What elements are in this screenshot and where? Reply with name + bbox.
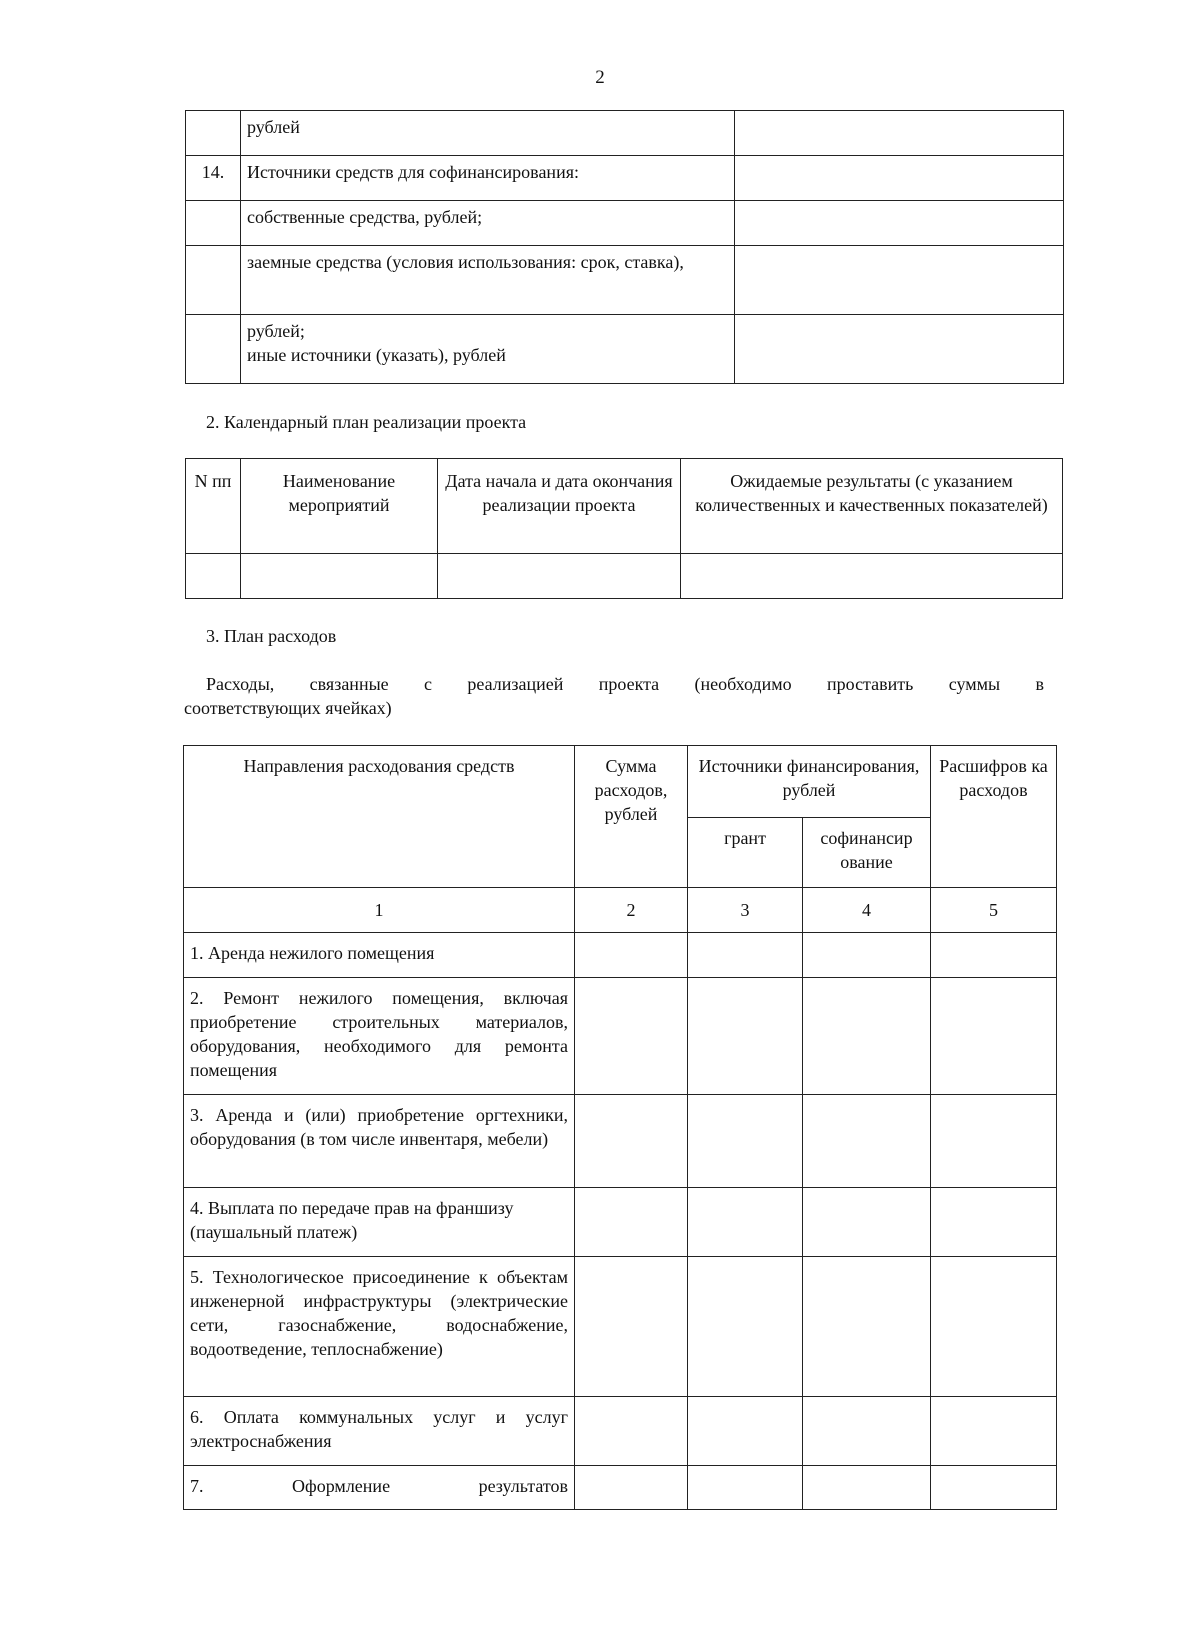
value-cell[interactable]	[803, 1257, 931, 1397]
empty-cell[interactable]	[241, 554, 438, 599]
value-cell[interactable]	[688, 1095, 803, 1188]
table-row	[186, 315, 1064, 384]
cofinancing-table	[185, 110, 1064, 384]
value-cell[interactable]	[803, 933, 931, 978]
row-number	[186, 111, 241, 156]
page-number: 2	[595, 67, 605, 88]
value-cell[interactable]	[931, 1095, 1057, 1188]
empty-cell[interactable]	[681, 554, 1063, 599]
value-cell[interactable]	[931, 1257, 1057, 1397]
column-header: грант	[688, 818, 803, 888]
value-cell[interactable]	[575, 1397, 688, 1466]
value-cell[interactable]	[735, 111, 1064, 156]
column-number-row	[184, 888, 1057, 933]
expense-label: 4. Выплата по передаче прав на франшизу (паушальный платеж)	[184, 1188, 575, 1257]
value-cell[interactable]	[735, 315, 1064, 384]
column-header: Источники финансирования, рублей	[688, 746, 931, 818]
calendar-plan-table	[185, 458, 1063, 599]
empty-cell[interactable]	[186, 554, 241, 599]
value-cell[interactable]	[931, 1188, 1057, 1257]
expenses-description	[184, 672, 1044, 720]
column-header: софинансир ование	[803, 818, 931, 888]
table-row	[184, 1397, 1057, 1466]
value-cell[interactable]	[575, 978, 688, 1095]
value-cell[interactable]	[931, 933, 1057, 978]
value-cell[interactable]	[688, 1466, 803, 1510]
column-number: 3	[688, 888, 803, 933]
expense-label: 1. Аренда нежилого помещения	[184, 933, 575, 978]
value-cell[interactable]	[575, 1466, 688, 1510]
table-row	[186, 201, 1064, 246]
value-cell[interactable]	[688, 933, 803, 978]
value-cell[interactable]	[688, 978, 803, 1095]
value-cell[interactable]	[735, 246, 1064, 315]
value-cell[interactable]	[575, 1188, 688, 1257]
expense-label: 3. Аренда и (или) приобретение оргтехники, оборудования (в том числе инвентаря, мебели)	[184, 1095, 575, 1188]
column-header: N пп	[186, 459, 241, 554]
table-row	[184, 933, 1057, 978]
column-number: 5	[931, 888, 1057, 933]
table-row	[186, 156, 1064, 201]
column-header: Сумма расходов, рублей	[575, 746, 688, 888]
expense-label: 6. Оплата коммунальных услуг и услуг электроснабжения	[184, 1397, 575, 1466]
value-cell[interactable]	[931, 1466, 1057, 1510]
column-header: Ожидаемые результаты (с указанием количественных и качественных показателей)	[681, 459, 1063, 554]
table-row	[184, 1095, 1057, 1188]
value-cell[interactable]	[931, 1397, 1057, 1466]
description-line: соответствующих ячейках)	[184, 698, 392, 718]
row-label-line: иные источники (указать), рублей	[247, 345, 506, 365]
column-number: 2	[575, 888, 688, 933]
column-number: 4	[803, 888, 931, 933]
row-label: заемные средства (условия использования: срок, ставка),	[241, 246, 735, 315]
value-cell[interactable]	[688, 1397, 803, 1466]
row-label-line: рублей;	[247, 321, 305, 341]
row-label	[241, 315, 735, 384]
value-cell[interactable]	[735, 201, 1064, 246]
expense-label: 7. Оформление результатов	[184, 1466, 575, 1510]
expenses-table	[183, 745, 1057, 1510]
row-number: 14.	[186, 156, 241, 201]
section-heading: 2. Календарный план реализации проекта	[206, 412, 527, 432]
row-number	[186, 315, 241, 384]
column-header: Расшифров ка расходов	[931, 746, 1057, 888]
expense-label: 2. Ремонт нежилого помещения, включая приобретение строительных материалов, оборудования, необходимого для ремонта помещения	[184, 978, 575, 1095]
table-row	[184, 1188, 1057, 1257]
row-label: Источники средств для софинансирования:	[241, 156, 735, 201]
expense-label: 5. Технологическое присоединение к объектам инженерной инфраструктуры (электрические сети, газоснабжение, водоснабжение, водоотведение, теплоснабжение)	[184, 1257, 575, 1397]
row-number	[186, 201, 241, 246]
header-row	[186, 459, 1063, 554]
table-row	[184, 1257, 1057, 1397]
value-cell[interactable]	[803, 1188, 931, 1257]
table-row	[186, 111, 1064, 156]
column-header: Наименование мероприятий	[241, 459, 438, 554]
description-line: Расходы, связанные с реализацией проекта (необходимо проставить суммы в	[206, 674, 1044, 694]
value-cell[interactable]	[688, 1257, 803, 1397]
empty-cell[interactable]	[438, 554, 681, 599]
value-cell[interactable]	[931, 978, 1057, 1095]
value-cell[interactable]	[803, 1095, 931, 1188]
table-row	[184, 1466, 1057, 1510]
value-cell[interactable]	[803, 1466, 931, 1510]
column-number: 1	[184, 888, 575, 933]
column-header: Направления расходования средств	[184, 746, 575, 888]
table-row	[186, 246, 1064, 315]
value-cell[interactable]	[575, 933, 688, 978]
row-label: собственные средства, рублей;	[241, 201, 735, 246]
value-cell[interactable]	[803, 978, 931, 1095]
section-heading: 3. План расходов	[206, 626, 337, 646]
value-cell[interactable]	[688, 1188, 803, 1257]
row-label: рублей	[241, 111, 735, 156]
value-cell[interactable]	[575, 1095, 688, 1188]
value-cell[interactable]	[803, 1397, 931, 1466]
column-header: Дата начала и дата окончания реализации проекта	[438, 459, 681, 554]
table-row	[184, 978, 1057, 1095]
value-cell[interactable]	[735, 156, 1064, 201]
table-row	[186, 554, 1063, 599]
row-number	[186, 246, 241, 315]
value-cell[interactable]	[575, 1257, 688, 1397]
header-row	[184, 746, 1057, 818]
